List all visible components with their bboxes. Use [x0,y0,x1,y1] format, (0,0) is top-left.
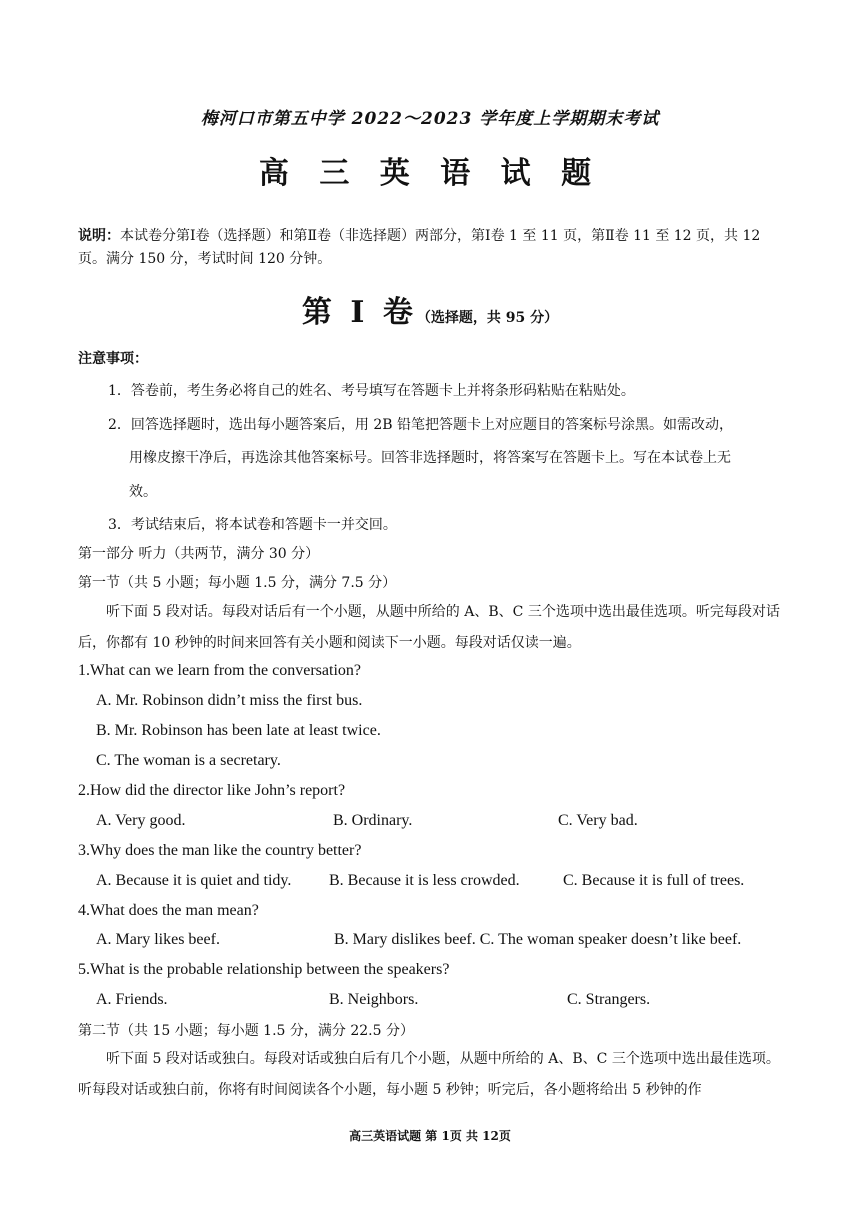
instructions-label: 说明： [78,228,120,244]
question-3-stem: 3.Why does the man like the country better? [78,842,362,859]
question-2-option-b: B. Ordinary. [333,812,413,829]
question-2-option-a: A. Very good. [96,812,186,829]
question-3-option-c: C. Because it is full of trees. [563,872,745,889]
listening-part-heading: 第一部分 听力（共两节，满分 30 分） [78,546,320,562]
section1-heading: 第一节（共 5 小题；每小题 1.5 分，满分 7.5 分） [78,575,397,591]
page-footer: 高三英语试题 第 1页 共 12页 [349,1129,511,1143]
part-title-main: 第 I 卷 [301,295,417,330]
question-5-stem: 5.What is the probable relationship between the speakers? [78,961,450,978]
instructions [78,225,784,271]
question-2-option-c: C. Very bad. [558,812,638,829]
question-1-option-b: B. Mr. Robinson has been late at least twice. [96,722,381,739]
question-5-option-b: B. Neighbors. [329,991,419,1008]
note-item-2-cont: 用橡皮擦干净后，再选涂其他答案标号。回答非选择题时，将答案写在答题卡上。写在本试卷上无 [129,450,731,466]
section2-heading: 第二节（共 15 小题；每小题 1.5 分，满分 22.5 分） [78,1023,414,1039]
question-2-stem: 2.How did the director like John’s report? [78,782,346,799]
part-title-subtitle: （选择题，共 95 分） [416,310,559,326]
question-4-stem: 4.What does the man mean? [78,902,259,919]
question-5-option-a: A. Friends. [96,991,168,1008]
question-1-option-c: C. The woman is a secretary. [96,752,281,769]
question-5-option-c: C. Strangers. [567,991,651,1008]
question-4-option-b-c: B. Mary dislikes beef. C. The woman speaker doesn’t like beef. [334,931,742,948]
question-3-option-b: B. Because it is less crowded. [329,872,520,889]
note-item-1: 1．答卷前，考生务必将自己的姓名、考号填写在答题卡上并将条形码粘贴在粘贴处。 [108,383,635,399]
note-item-2: 2．回答选择题时，选出每小题答案后，用 2B 铅笔把答题卡上对应题目的答案标号涂黑。如需改动， [108,417,734,433]
notes-heading: 注意事项： [78,351,148,367]
section2-directions: 听下面 5 段对话或独白。每段对话或独白后有几个小题，从题中所给的 A、B、C 三个选项中选出最佳选项。听每段对话或独白前，你将有时间阅读各个小题，每小题 5 秒钟；听完后，各小题将给出 5 秒钟的作 [78,1051,780,1098]
subject-title: 高 三 英 语 试 题 [258,156,602,191]
question-1-option-a: A. Mr. Robinson didn’t miss the first bus. [96,692,363,709]
part-title [0,287,860,331]
note-item-2-end: 效。 [129,484,157,500]
instructions-text: 本试卷分第Ⅰ卷（选择题）和第Ⅱ卷（非选择题）两部分，第Ⅰ卷 1 至 11 页，第Ⅱ卷 11 至 12 页，共 12 页。满分 150 分，考试时间 120 分钟。 [78,228,761,267]
note-item-3: 3．考试结束后，将本试卷和答题卡一并交回。 [108,517,397,533]
question-1-stem: 1.What can we learn from the conversation? [78,662,361,679]
section1-directions: 听下面 5 段对话。每段对话后有一个小题，从题中所给的 A、B、C 三个选项中选出最佳选项。听完每段对话后，你都有 10 秒钟的时间来回答有关小题和阅读下一小题。每段对话仅读一遍。 [78,604,780,651]
exam-title: 梅河口市第五中学 2022～2023 学年度上学期期末考试 [200,109,660,129]
question-3-option-a: A. Because it is quiet and tidy. [96,872,292,889]
question-4-option-a: A. Mary likes beef. [96,931,220,948]
